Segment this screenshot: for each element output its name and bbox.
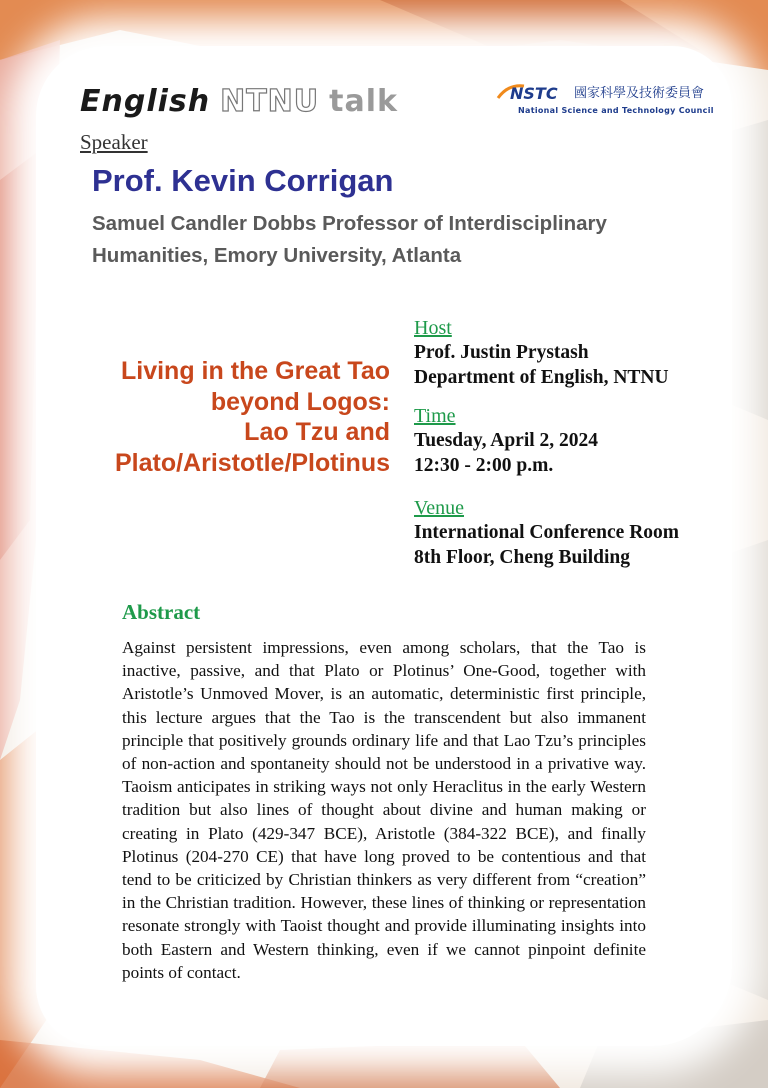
speaker-name: Prof. Kevin Corrigan	[92, 163, 394, 198]
host-name: Prof. Justin Prystash	[414, 342, 589, 363]
venue-label: Venue	[414, 497, 464, 519]
time-date: Tuesday, April 2, 2024	[414, 430, 599, 451]
english-ntnu-talk-logo: English NTNU talk	[80, 84, 398, 119]
nstc-abbr: NSTC	[510, 84, 558, 103]
nstc-chinese-name: 國家科學及技術委員會	[574, 86, 705, 101]
nstc-english-name: National Science and Technology Council	[518, 106, 714, 115]
time-label: Time	[414, 405, 456, 427]
speaker-label: Speaker	[80, 130, 148, 154]
host-section	[414, 316, 734, 390]
nstc-logo	[496, 80, 714, 122]
host-department: Department of English, NTNU	[414, 367, 669, 388]
abstract-body: Against persistent impressions, even among scholars, that the Tao is inactive, passive, and that Plato or Plotinus’ One-Good, together with Aristotle’s Unmoved Mover, is an automatic, deterministic first principle, this lecture argues that the Tao is the transcendent but also immanent principle that positively grounds ordinary life and that Lao Tzu’s principles of non-action and spontaneity should not be understood in a privative way. Taoism anticipates in striking ways not only Heraclitus in the early Western tradition but also lines of thought about divine and human making or creating in Plato (429-347 BCE), Aristotle (384-322 BCE), and finally Plotinus (204-270 CE) that have long proved to be contentious and that tend to be criticized by Christian thinkers as very different from “creation” in the Christian tradition. However, these lines of thinking or representation resonate strongly with Taoist thought and provide illuminating insights into both Eastern and Western thinking, even if we cannot pinpoint definite points of contact.	[122, 638, 646, 982]
talk-title-line: Lao Tzu and	[244, 418, 390, 446]
time-hours: 12:30 - 2:00 p.m.	[414, 455, 554, 476]
abstract-heading: Abstract	[122, 600, 201, 624]
speaker-affiliation: Samuel Candler Dobbs Professor of Interdisciplinary Humanities, Emory University, Atlanta	[92, 212, 607, 267]
talk-title	[60, 356, 390, 478]
venue-room: International Conference Room	[414, 522, 680, 543]
talk-title-line: Living in the Great Tao	[120, 357, 390, 385]
venue-building: 8th Floor, Cheng Building	[414, 547, 631, 568]
time-section	[414, 404, 734, 478]
host-label: Host	[414, 317, 452, 339]
venue-section	[414, 496, 734, 570]
talk-title-line: Plato/Aristotle/Plotinus	[114, 448, 390, 477]
talk-title-line: beyond Logos:	[210, 387, 390, 416]
